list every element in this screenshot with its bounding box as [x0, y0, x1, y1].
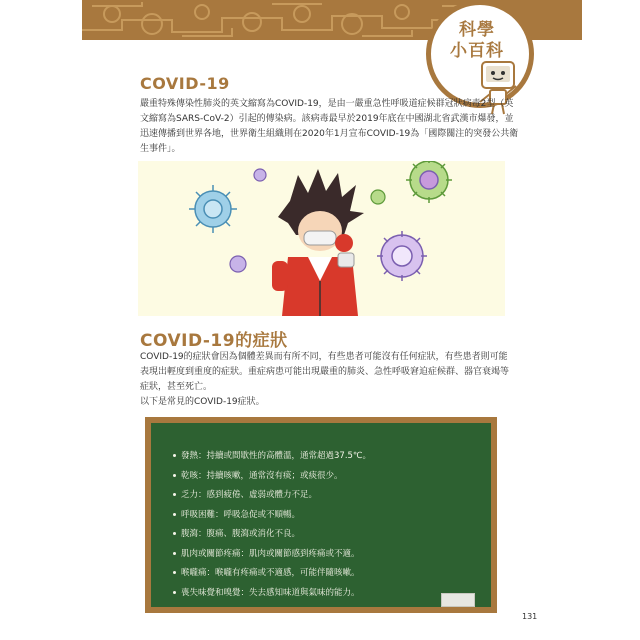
symptoms-intro: 以下是常見的COVID-19症狀。	[140, 397, 265, 407]
illustration-panel	[138, 161, 505, 316]
section-text-symptoms: COVID-19的症狀會因為個體差異而有所不同，有些患者可能沒有任何症狀，有些患者則可能表現出輕度到重度的症狀。重症病患可能出現嚴重的肺炎、急性呼吸窘迫症候群、器官衰竭等症狀，甚至死亡。	[140, 352, 510, 392]
badge-title-line1: 科學	[459, 20, 495, 40]
symptom-text: 喉嚨痛：喉嚨有疼痛或不適感，可能伴隨咳嗽。	[181, 568, 360, 578]
bullet-icon	[173, 591, 176, 594]
chalkboard	[145, 417, 497, 613]
bullet-icon	[173, 571, 176, 574]
bullet-icon	[173, 454, 176, 457]
list-item	[173, 506, 371, 526]
list-item	[173, 467, 371, 487]
bullet-icon	[173, 474, 176, 477]
list-item	[173, 525, 371, 545]
section-heading-covid19: COVID-19	[140, 74, 230, 93]
virus-icon	[371, 190, 385, 204]
symptom-text: 乾咳：持續咳嗽，通常沒有痰；或痰很少。	[181, 470, 343, 481]
eraser-icon	[441, 593, 475, 607]
chalkboard-surface	[151, 423, 491, 607]
virus-icon	[254, 169, 266, 181]
bullet-icon	[173, 552, 176, 555]
virus-icon	[406, 161, 452, 203]
bullet-icon	[173, 493, 176, 496]
symptom-text: 喪失味覺和嗅覺：失去感知味道與氣味的能力。	[181, 587, 360, 598]
virus-icon	[230, 256, 246, 272]
symptom-text: 發熱：持續或間歇性的高體溫，通常超過37.5℃。	[181, 451, 371, 461]
character-icon	[272, 169, 364, 316]
virus-icon	[189, 185, 237, 233]
symptom-text: 腹瀉：腹痛、腹瀉或消化不良。	[181, 529, 301, 539]
symptom-text: 肌肉或關節疼痛：肌肉或關節感到疼痛或不適。	[181, 548, 360, 559]
list-item	[173, 564, 371, 584]
virus-icon	[377, 231, 427, 281]
bullet-icon	[173, 532, 176, 535]
list-item	[173, 584, 371, 604]
badge-title-line2: 小百科	[450, 41, 504, 61]
symptom-text: 乏力：感到疲倦、虛弱或體力不足。	[181, 490, 318, 500]
page-number: 131	[522, 612, 538, 621]
list-item	[173, 447, 371, 467]
bullet-icon	[173, 513, 176, 516]
list-item	[173, 486, 371, 506]
list-item	[173, 545, 371, 565]
section-text-covid19: 嚴重特殊傳染性肺炎的英文縮寫為COVID-19，是由一嚴重急性呼吸道症候群冠狀病毒2型（英文縮寫為SARS-CoV-2）引起的傳染病。該病毒最早於2019年底在中國湖北省武漢市爆發，並迅速傳播到世界各地，世界衛生組織則在2020年1月宣布COVID-19為「國際關注的突發公共衛生事件」。	[140, 99, 519, 154]
character-with-viruses-illustration	[138, 161, 505, 316]
badge-title	[442, 20, 512, 62]
symptom-text: 呼吸困難：呼吸急促或不順暢。	[181, 509, 301, 520]
symptom-list	[173, 447, 371, 603]
section-heading-symptoms: COVID-19的症狀	[140, 331, 288, 351]
